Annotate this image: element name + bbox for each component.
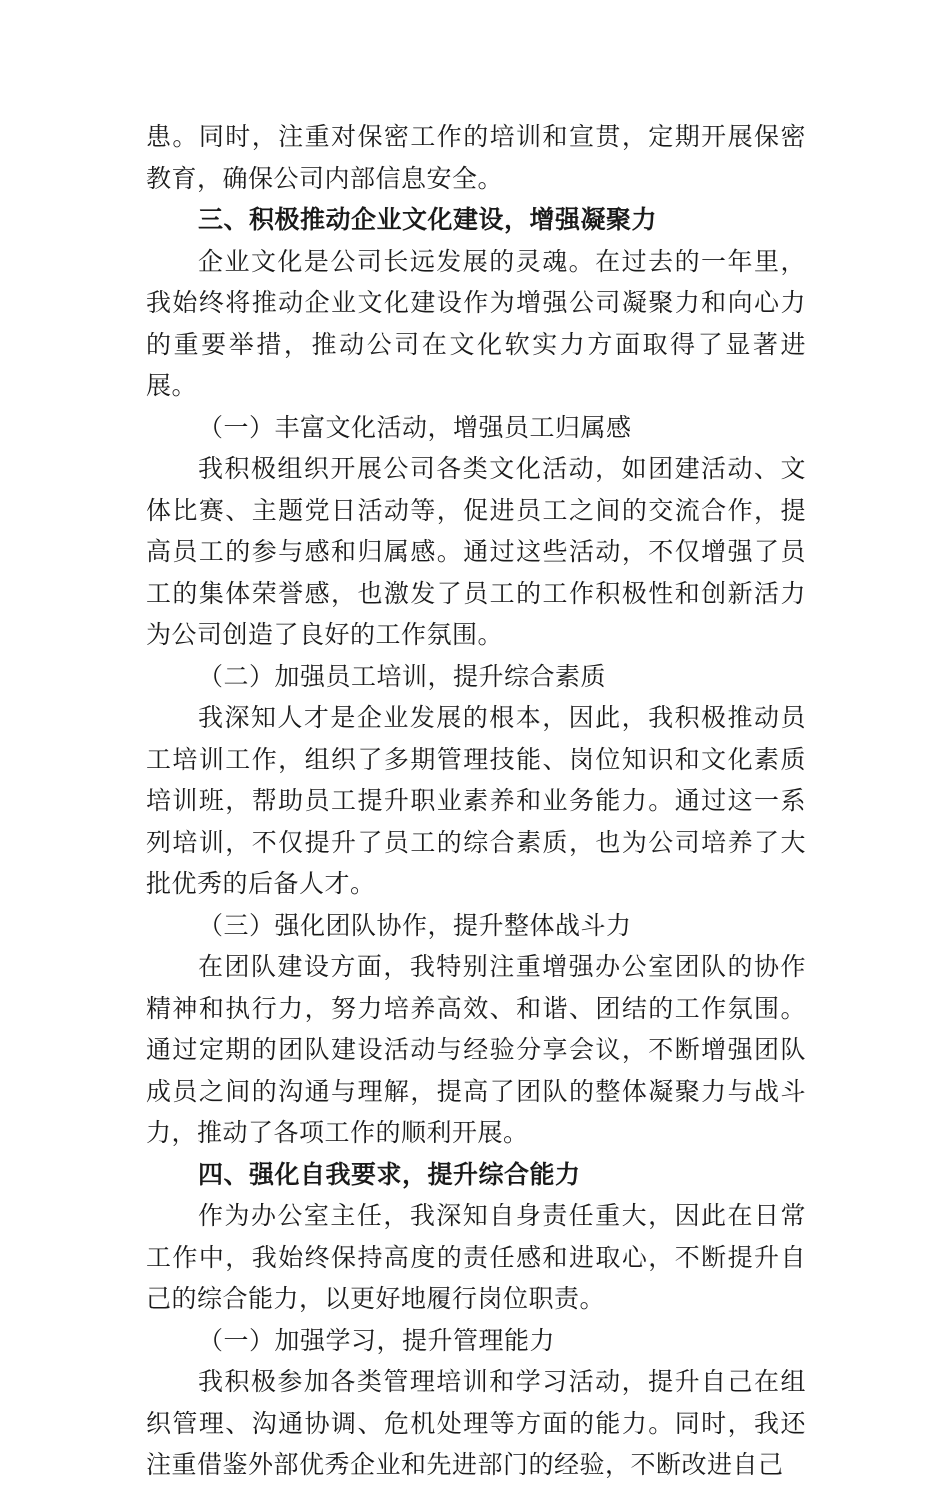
body-paragraph: 作为办公室主任，我深知自身责任重大，因此在日常工作中，我始终保持高度的责任感和进取心，不断提升自己的综合能力，以更好地履行岗位职责。 [146,1201,806,1313]
subsection-heading: （一）丰富文化活动，增强员工归属感 [198,412,632,442]
section-heading-4: 四、强化自我要求，提升综合能力 [198,1159,581,1189]
body-paragraph: 我积极组织开展公司各类文化活动，如团建活动、文体比赛、主题党日活动等，促进员工之间的交流合作，提高员工的参与感和归属感。通过这些活动，不仅增强了员工的集体荣誉感，也激发了员工的工作积极性和创新活力为公司创造了良好的工作氛围。 [146,454,806,649]
subsection-heading: （三）强化团队协作，提升整体战斗力 [198,910,632,940]
body-paragraph: 我积极参加各类管理培训和学习活动，提升自己在组织管理、沟通协调、危机处理等方面的能力。同时，我还注重借鉴外部优秀企业和先进部门的经验，不断改进自己 [146,1367,806,1479]
document-body [146,116,806,1486]
body-paragraph: 企业文化是公司长远发展的灵魂。在过去的一年里，我始终将推动企业文化建设作为增强公司凝聚力和向心力的重要举措，推动公司在文化软实力方面取得了显著进展。 [146,246,806,400]
body-paragraph: 在团队建设方面，我特别注重增强办公室团队的协作精神和执行力，努力培养高效、和谐、团结的工作氛围。通过定期的团队建设活动与经验分享会议，不断增强团队成员之间的沟通与理解，提高了团队的整体凝聚力与战斗力，推动了各项工作的顺利开展。 [146,952,806,1147]
subsection-heading: （二）加强员工培训，提升综合素质 [198,661,607,691]
body-paragraph-continued: 患。同时，注重对保密工作的培训和宣贯，定期开展保密教育，确保公司内部信息安全。 [146,122,806,193]
subsection-heading: （一）加强学习，提升管理能力 [198,1325,556,1355]
body-paragraph: 我深知人才是企业发展的根本，因此，我积极推动员工培训工作，组织了多期管理技能、岗位知识和文化素质培训班，帮助员工提升职业素养和业务能力。通过这一系列培训，不仅提升了员工的综合素质，也为公司培养了大批优秀的后备人才。 [146,703,806,898]
section-heading-3: 三、积极推动企业文化建设，增强凝聚力 [198,205,658,234]
